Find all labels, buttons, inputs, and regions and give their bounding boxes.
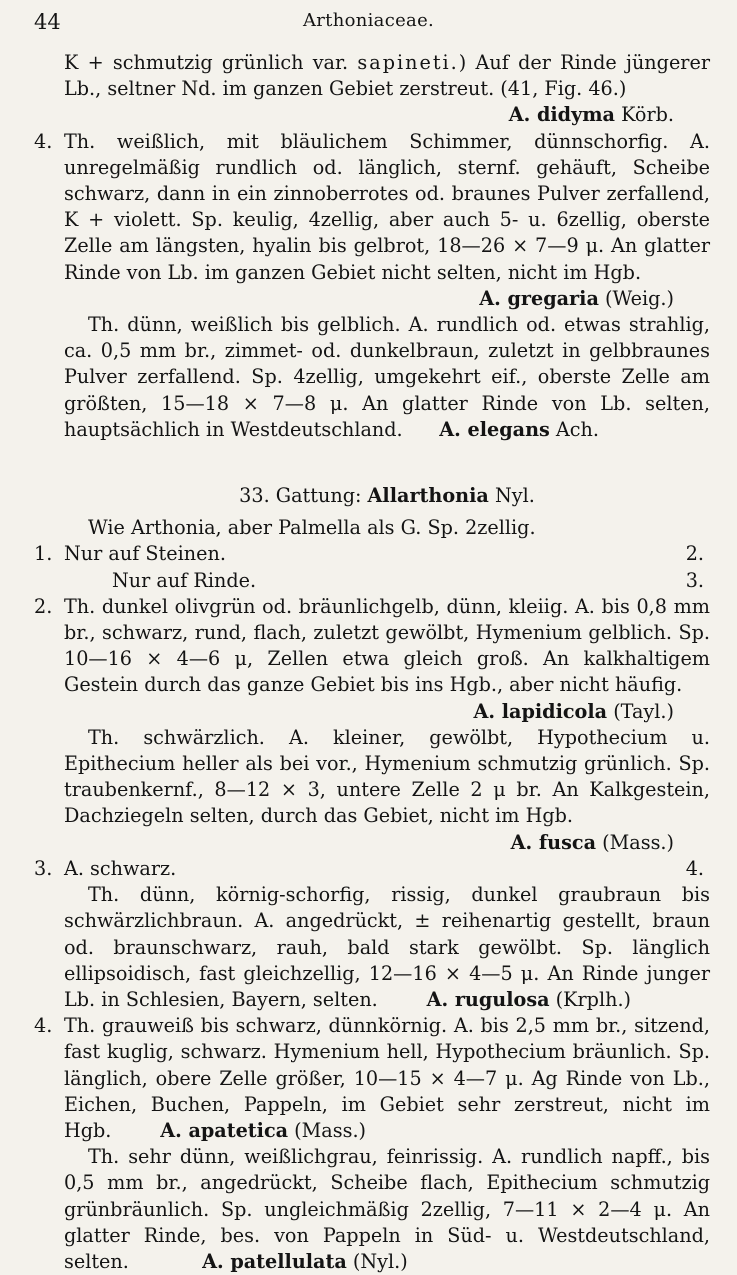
species-author: Körb. bbox=[614, 103, 674, 127]
key-item-text bbox=[64, 1144, 710, 1275]
species-author: (Mass.) bbox=[596, 830, 674, 854]
species-name: A. apatetica bbox=[160, 1118, 289, 1142]
species-name: A. gregaria bbox=[479, 286, 599, 310]
species-name: A. lapidicola bbox=[473, 699, 608, 723]
species-name: A. rugulosa bbox=[426, 987, 550, 1011]
genus-prefix: 33. Gattung: bbox=[239, 484, 368, 508]
intro-paragraph bbox=[64, 50, 710, 102]
key-destination: 3. bbox=[685, 568, 704, 592]
key-item-body: Th. grauweiß bis schwarz, dünnkörnig. A. bis 2,5 mm br., sitzend, fast kuglig, schwarz. Hymenium hell, Hypothecium bräunlich. Sp. länglich, obere Zelle größer, 10—15 × 4—7 μ. Ag Rinde von Lb., Eichen, Buchen, Pappeln, im Gebiet sehr zerstreut, nicht im Hgb. bbox=[64, 1014, 710, 1142]
intro-text-a: K + schmutzig grünlich var. bbox=[64, 51, 358, 74]
species-name: A. elegans bbox=[439, 417, 550, 441]
key-item-2 bbox=[34, 594, 710, 699]
key-item-text: Th. dunkel olivgrün od. bräunlichgelb, dünn, kleiig. A. bis 0,8 mm br., schwarz, rund, flach, zuletzt gewölbt, Hymenium gelblich. Sp. 10—16 × 4—6 μ, Zellen etwa gleich groß. An kalkhaltigem Gestein durch das ganze Gebiet bis ins Hgb., aber nicht häufig. bbox=[64, 594, 710, 697]
key-number: 3. bbox=[34, 856, 53, 880]
genus-description: Wie Arthonia, aber Palmella als G. Sp. 2zellig. bbox=[88, 516, 536, 540]
species-author: (Nyl.) bbox=[346, 1249, 408, 1273]
species-signature bbox=[64, 286, 710, 312]
key-item-text bbox=[64, 882, 710, 1013]
key-item-text: Th. schwärzlich. A. kleiner, gewölbt, Hypothecium u. Epithecium heller als bei vor., Hymenium schmutzig grünlich. Sp. traubenkernf., 8—12 × 3, untere Zelle 2 μ br. An Kalkgestein, Dachziegeln selten, durch das Gebiet, nicht im Hgb. bbox=[64, 725, 710, 828]
key-lead-text: Nur auf Steinen. bbox=[64, 542, 226, 566]
key-lead-text: Nur auf Rinde. bbox=[112, 568, 257, 592]
species-author: Ach. bbox=[549, 417, 599, 441]
key-lead-3 bbox=[34, 856, 710, 882]
key-item-text: Th. weißlich, mit bläulichem Schimmer, dünnschorfig. A. unregelmäßig rundlich od. länglich, sternf. gehäuft, Scheibe schwarz, dann in ein zinnoberrotes od. braunes Pulver zerfallend, K + violett. Sp. keulig, 4zellig, aber auch 5- u. 6zellig, oberste Zelle am längsten, hyalin bis gelbrot, 18—26 × 7—9 μ. An glatter Rinde von Lb. im ganzen Gebiet nicht selten, nicht im Hgb. bbox=[64, 129, 710, 284]
species-name: A. patellulata bbox=[202, 1249, 347, 1273]
key-item-body: Th. dünn, körnig-schorfig, rissig, dunkel graubraun bis schwärzlichbraun. A. angedrückt, ± reihenartig gestellt, braun od. braunschwarz, rauh, bald stark gewölbt. Sp. länglich ellipsoidisch, fast gleichzellig, 12—16 × 4—5 μ. An Rinde junger Lb. in Schlesien, Bayern, selten. bbox=[64, 883, 710, 1011]
key-item-body: Th. sehr dünn, weißlichgrau, feinrissig. A. rundlich napff., bis 0,5 mm br., angedrückt, Scheibe flach, Epithecium schmutzig grünbräunlich. Sp. ungleichmäßig 2zellig, 7—11 × 2—4 μ. An glatter Rinde, bes. von Pappeln in Süd- u. Westdeutschland, selten. bbox=[64, 1145, 710, 1273]
key-lead-1b bbox=[64, 568, 710, 594]
key-item-text bbox=[64, 312, 710, 443]
species-signature bbox=[64, 699, 710, 725]
species-author: (Weig.) bbox=[598, 286, 674, 310]
species-name: A. fusca bbox=[510, 830, 597, 854]
species-author: (Tayl.) bbox=[607, 699, 674, 723]
key-number: 1. bbox=[34, 542, 53, 566]
key-item-4b bbox=[34, 1013, 710, 1144]
key-item-text bbox=[64, 1013, 710, 1144]
key-destination: 2. bbox=[685, 542, 704, 566]
key-item-4 bbox=[34, 129, 710, 286]
key-item-body: Th. dünn, weißlich bis gelblich. A. rundlich od. etwas strahlig, ca. 0,5 mm br., zimmet- od. dunkelbraun, zuletzt in gelbbraunes Pulver zerfallend. Sp. 4zellig, umgekehrt eif., oberste Zelle am größten, 15—18 × 7—8 μ. An glatter Rinde von Lb. selten, hauptsächlich in Westdeutschland. bbox=[64, 313, 710, 441]
variety-name: sapineti. bbox=[357, 51, 459, 74]
page-header bbox=[34, 10, 703, 38]
genus-name: Allarthonia bbox=[367, 484, 489, 508]
species-author: (Krplh.) bbox=[549, 987, 632, 1011]
species-signature bbox=[64, 102, 710, 128]
key-number: 2. bbox=[34, 594, 53, 618]
page-body bbox=[34, 50, 711, 1275]
intro-text-c: ) Auf der Rinde jüngerer Lb., seltner Nd. im ganzen Gebiet zerstreut. (41, Fig. 46.) bbox=[64, 51, 711, 101]
key-destination: 4. bbox=[685, 856, 704, 880]
key-lead-text: A. schwarz. bbox=[64, 856, 177, 880]
species-name: A. didyma bbox=[508, 103, 615, 127]
key-number: 4. bbox=[34, 1014, 53, 1038]
running-title: Arthoniaceae. bbox=[302, 10, 435, 31]
key-lead-1 bbox=[34, 541, 710, 567]
species-signature bbox=[64, 830, 710, 856]
page-number: 44 bbox=[34, 10, 61, 34]
genus-heading bbox=[64, 483, 710, 509]
key-number: 4. bbox=[34, 129, 53, 153]
species-author: (Mass.) bbox=[288, 1118, 367, 1142]
genus-author: Nyl. bbox=[488, 484, 535, 508]
